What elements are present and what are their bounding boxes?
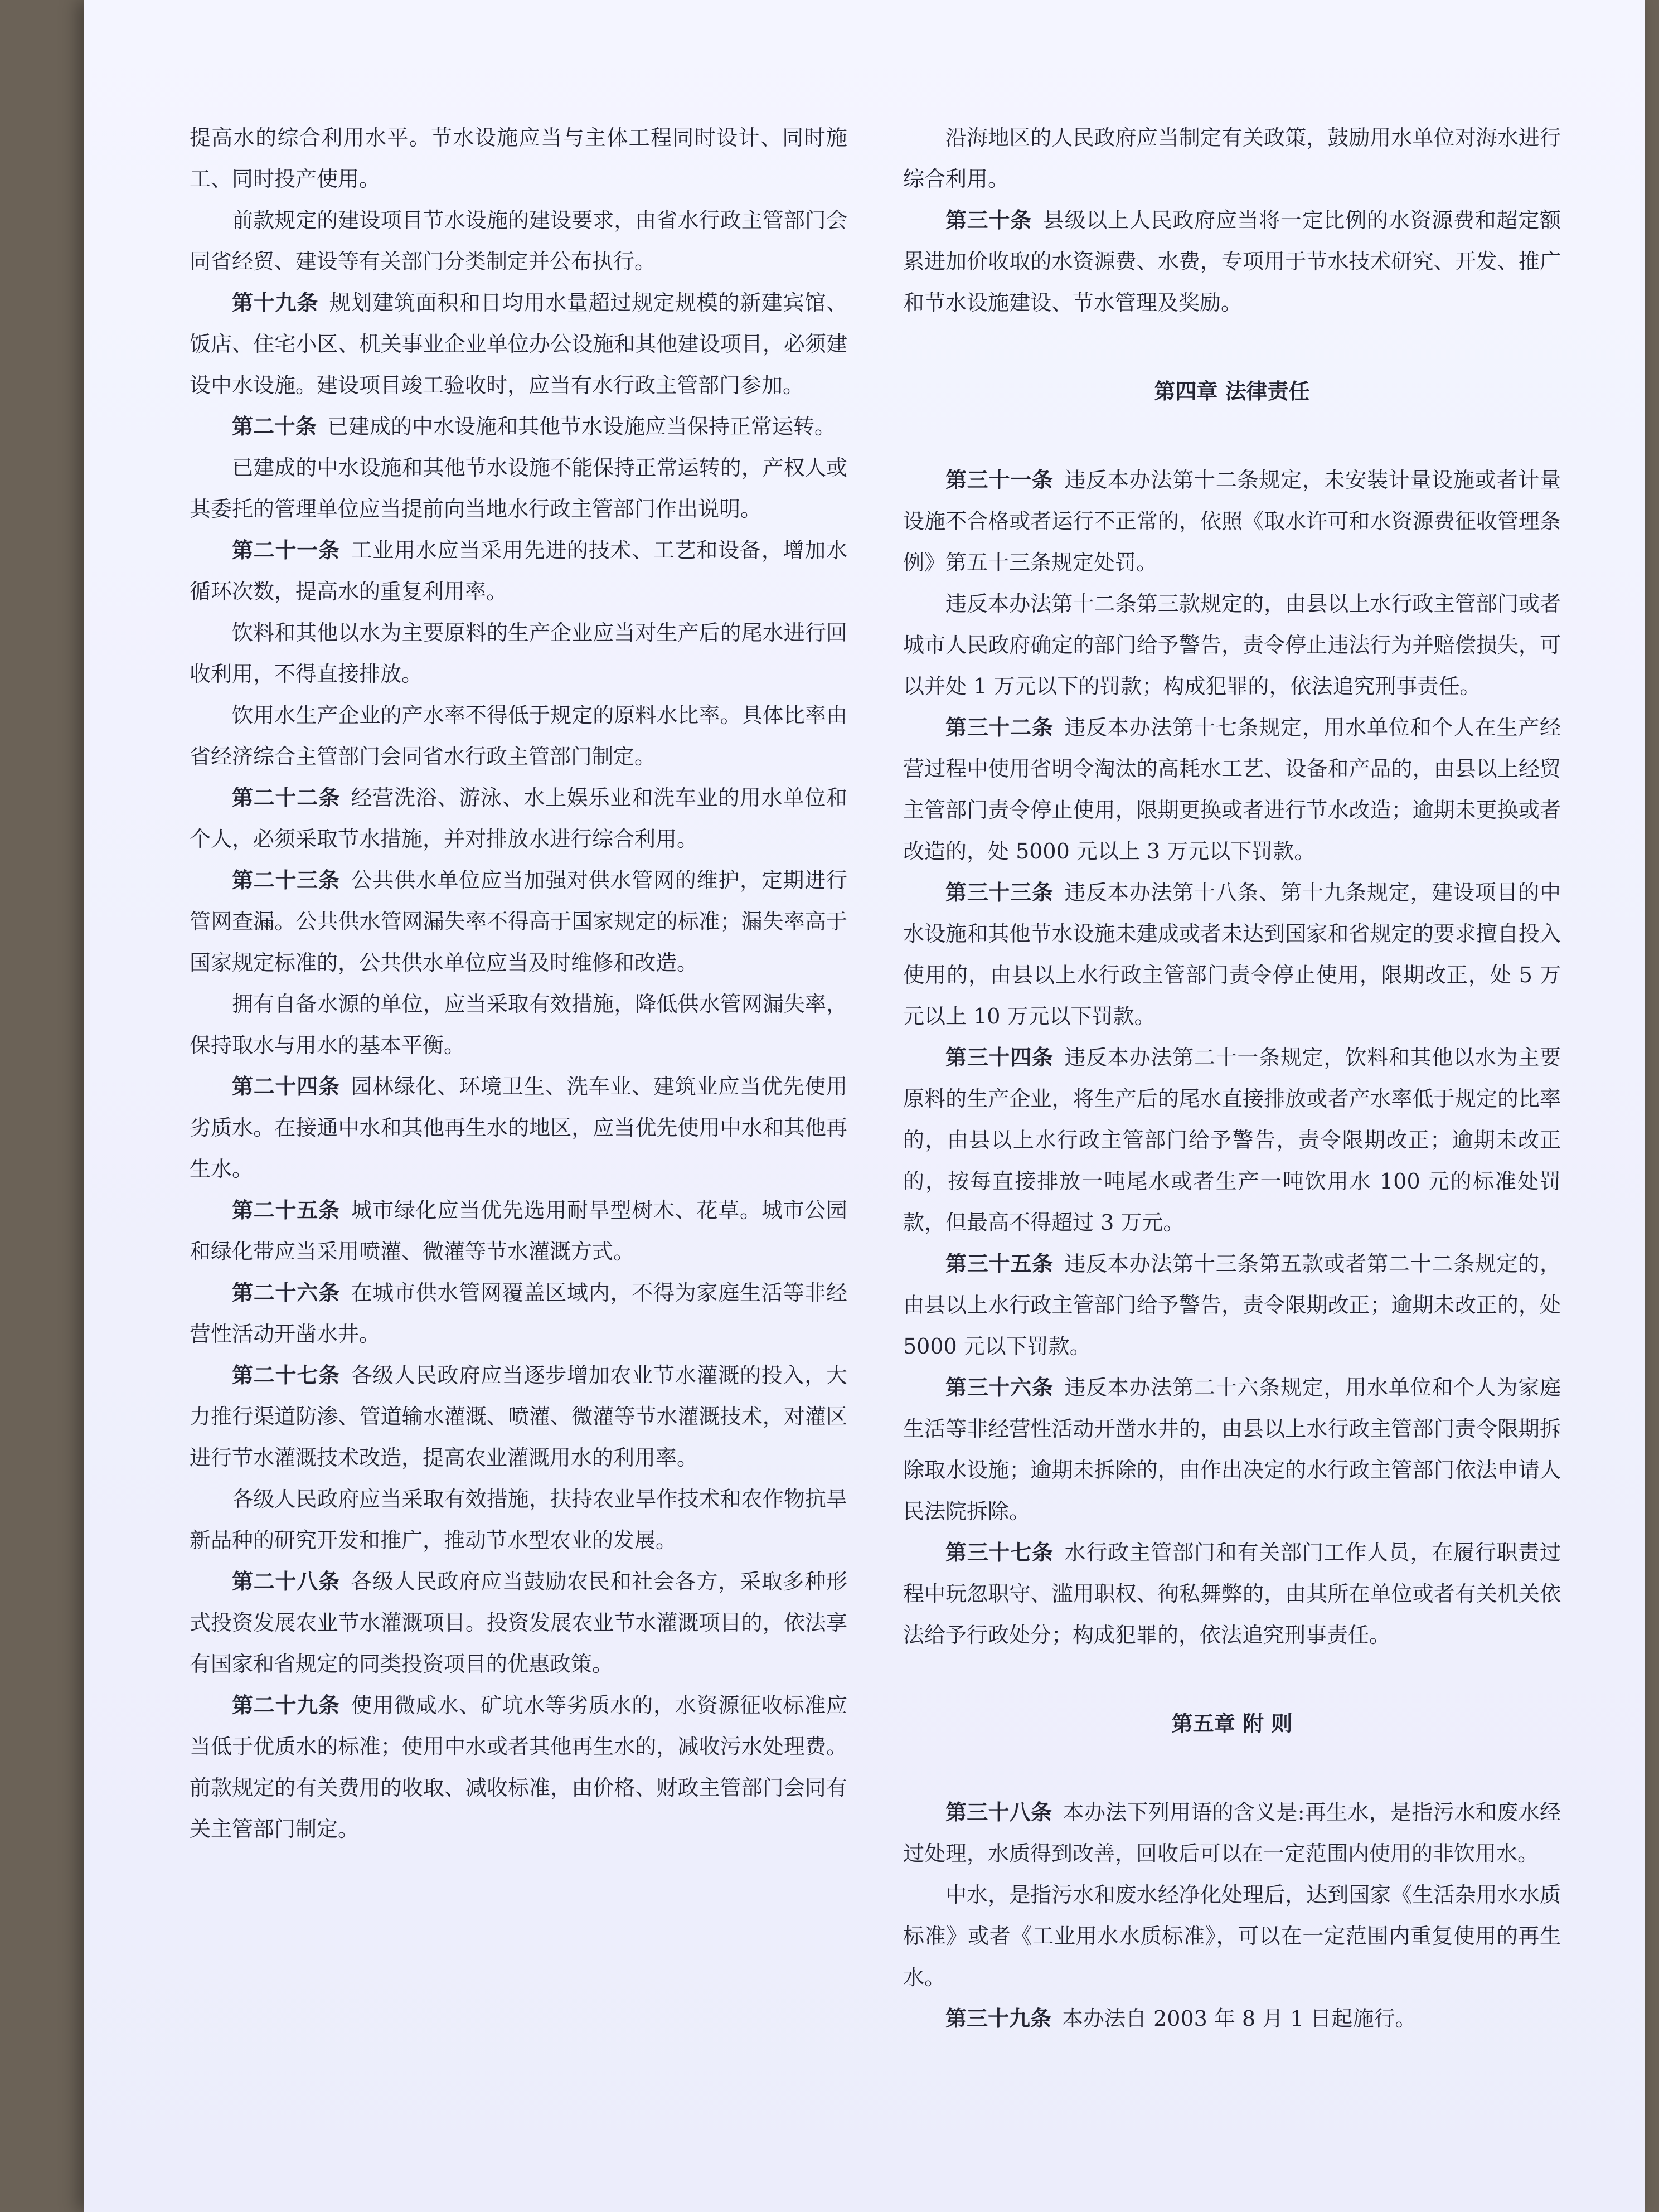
paragraph <box>190 1066 847 1190</box>
paragraph <box>903 200 1561 323</box>
paragraph <box>190 530 847 612</box>
chapter-heading: 第五章 附 则 <box>1171 1711 1293 1736</box>
paragraph-text: 园林绿化、环境卫生、洗车业、建筑业应当优先使用劣质水。在接通中水和其他再生水的地区，应当优先使用中水和其他再生水。 <box>190 1074 847 1181</box>
paragraph <box>190 447 847 530</box>
paragraph-text: 拥有自备水源的单位，应当采取有效措施，降低供水管网漏失率，保持取水与用水的基本平衡。 <box>190 992 847 1058</box>
paragraph-text: 本办法下列用语的含义是:再生水，是指污水和废水经过处理，水质得到改善，回收后可以在一定范围内使用的非饮用水。 <box>903 1800 1561 1866</box>
paragraph <box>903 459 1561 583</box>
paragraph <box>190 1478 847 1561</box>
paragraph <box>190 117 847 200</box>
paragraph-text: 已建成的中水设施和其他节水设施不能保持正常运转的，产权人或其委托的管理单位应当提前向当地水行政主管部门作出说明。 <box>190 455 847 521</box>
paragraph <box>190 695 847 777</box>
paragraph-text: 提高水的综合利用水平。节水设施应当与主体工程同时设计、同时施工、同时投产使用。 <box>190 125 847 191</box>
article-number: 第三十五条 <box>945 1251 1054 1276</box>
article-number: 第三十九条 <box>945 2006 1052 2031</box>
article-number: 第三十六条 <box>945 1375 1054 1400</box>
paragraph <box>190 1272 847 1355</box>
paragraph-text: 违反本办法第十三条第五款或者第二十二条规定的，由县以上水行政主管部门给予警告，责令限期改正；逾期未改正的，处 5000 元以下罚款。 <box>903 1251 1561 1359</box>
paragraph <box>903 872 1561 1037</box>
paragraph <box>903 1998 1561 2039</box>
paragraph-text: 县级以上人民政府应当将一定比例的水资源费和超定额累进加价收取的水资源费、水费，专项用于节水技术研究、开发、推广和节水设施建设、节水管理及奖励。 <box>903 208 1561 315</box>
paragraph <box>903 1243 1561 1367</box>
article-number: 第二十条 <box>232 414 317 439</box>
article-number: 第三十条 <box>945 208 1032 232</box>
paragraph <box>190 777 847 860</box>
paragraph <box>903 707 1561 872</box>
paragraph <box>190 1685 847 1850</box>
paragraph <box>903 583 1561 707</box>
paragraph-text: 前款规定的建设项目节水设施的建设要求，由省水行政主管部门会同省经贸、建设等有关部门分类制定并公布执行。 <box>190 208 847 274</box>
left-column <box>190 117 847 1850</box>
article-number: 第三十二条 <box>945 715 1054 740</box>
paragraph-text: 已建成的中水设施和其他节水设施应当保持正常运转。 <box>327 414 836 439</box>
right-column <box>903 117 1561 2039</box>
paragraph <box>190 1190 847 1272</box>
article-number: 第三十三条 <box>945 880 1054 905</box>
paragraph <box>190 200 847 282</box>
paragraph-text: 使用微咸水、矿坑水等劣质水的，水资源征收标准应当低于优质水的标准；使用中水或者其他再生水的，减收污水处理费。前款规定的有关费用的收取、减收标准，由价格、财政主管部门会同有关主管部门制定。 <box>190 1693 847 1841</box>
article-number: 第二十六条 <box>232 1280 340 1305</box>
article-number: 第二十二条 <box>232 785 340 810</box>
document-page <box>84 0 1645 2212</box>
paragraph <box>903 1367 1561 1532</box>
paragraph-text: 违反本办法第二十一条规定，饮料和其他以水为主要原料的生产企业，将生产后的尾水直接排放或者产水率低于规定的比率的，由县以上水行政主管部门给予警告，责令限期改正；逾期未改正的，按每直接排放一吨尾水或者生产一吨饮用水 100 元的标准处罚款，但最高不得超过 3 万元。 <box>903 1045 1561 1235</box>
paragraph-text: 违反本办法第十二条规定，未安装计量设施或者计量设施不合格或者运行不正常的，依照《取水许可和水资源费征收管理条例》第五十三条规定处罚。 <box>903 468 1561 575</box>
article-number: 第十九条 <box>232 290 318 315</box>
article-number: 第二十一条 <box>232 538 340 562</box>
article-number: 第二十七条 <box>232 1363 340 1388</box>
chapter-heading: 第四章 法律责任 <box>1154 379 1310 404</box>
article-number: 第三十四条 <box>945 1045 1054 1070</box>
paragraph-text: 各级人民政府应当鼓励农民和社会各方，采取多种形式投资发展农业节水灌溉项目。投资发展农业节水灌溉项目的，依法享有国家和省规定的同类投资项目的优惠政策。 <box>190 1569 847 1676</box>
article-number: 第二十四条 <box>232 1074 340 1099</box>
paragraph <box>190 282 847 406</box>
paragraph <box>903 1874 1561 1998</box>
paragraph-text: 在城市供水管网覆盖区域内，不得为家庭生活等非经营性活动开凿水井。 <box>190 1280 847 1346</box>
paragraph-text: 城市绿化应当优先选用耐旱型树木、花草。城市公园和绿化带应当采用喷灌、微灌等节水灌溉方式。 <box>190 1198 847 1264</box>
article-number: 第二十五条 <box>232 1198 340 1223</box>
paragraph <box>190 406 847 447</box>
paragraph <box>903 1792 1561 1874</box>
paragraph-text: 沿海地区的人民政府应当制定有关政策，鼓励用水单位对海水进行综合利用。 <box>903 125 1561 191</box>
article-number: 第二十三条 <box>232 868 340 892</box>
paragraph-text: 水行政主管部门和有关部门工作人员，在履行职责过程中玩忽职守、滥用职权、徇私舞弊的，由其所在单位或者有关机关依法给予行政处分；构成犯罪的，依法追究刑事责任。 <box>903 1540 1561 1647</box>
paragraph-text: 经营洗浴、游泳、水上娱乐业和洗车业的用水单位和个人，必须采取节水措施，并对排放水进行综合利用。 <box>190 785 847 851</box>
paragraph-text: 规划建筑面积和日均用水量超过规定规模的新建宾馆、饭店、住宅小区、机关事业企业单位办公设施和其他建设项目，必须建设中水设施。建设项目竣工验收时，应当有水行政主管部门参加。 <box>190 290 847 397</box>
paragraph-text: 本办法自 2003 年 8 月 1 日起施行。 <box>1062 2006 1417 2031</box>
paragraph <box>190 860 847 983</box>
paragraph-text: 各级人民政府应当采取有效措施，扶持农业旱作技术和农作物抗旱新品种的研究开发和推广，推动节水型农业的发展。 <box>190 1487 847 1553</box>
paragraph-text: 违反本办法第十八条、第十九条规定，建设项目的中水设施和其他节水设施未建成或者未达到国家和省规定的要求擅自投入使用的，由县以上水行政主管部门责令停止使用，限期改正，处 5 万元以上 10 万元以下罚款。 <box>903 880 1561 1029</box>
paragraph-text: 违反本办法第十七条规定，用水单位和个人在生产经营过程中使用省明令淘汰的高耗水工艺、设备和产品的，由县以上经贸主管部门责令停止使用，限期更换或者进行节水改造；逾期未更换或者改造的，处 5000 元以上 3 万元以下罚款。 <box>903 715 1561 864</box>
paragraph-text: 违反本办法第二十六条规定，用水单位和个人为家庭生活等非经营性活动开凿水井的，由县以上水行政主管部门责令限期拆除取水设施；逾期未拆除的，由作出决定的水行政主管部门依法申请人民法院拆除。 <box>903 1375 1561 1524</box>
article-number: 第三十七条 <box>945 1540 1054 1565</box>
paragraph <box>903 117 1561 200</box>
paragraph-text: 违反本办法第十二条第三款规定的，由县以上水行政主管部门或者城市人民政府确定的部门给予警告，责令停止违法行为并赔偿损失，可以并处 1 万元以下的罚款；构成犯罪的，依法追究刑事责任。 <box>903 591 1561 698</box>
paragraph <box>190 1355 847 1478</box>
paragraph-text: 公共供水单位应当加强对供水管网的维护，定期进行管网查漏。公共供水管网漏失率不得高于国家规定的标准；漏失率高于国家规定标准的，公共供水单位应当及时维修和改造。 <box>190 868 847 975</box>
paragraph <box>190 1561 847 1685</box>
paragraph <box>190 612 847 695</box>
article-number: 第三十一条 <box>945 468 1054 492</box>
paragraph <box>190 983 847 1066</box>
article-number: 第二十八条 <box>232 1569 340 1594</box>
article-number: 第三十八条 <box>945 1800 1052 1825</box>
paragraph-text: 饮料和其他以水为主要原料的生产企业应当对生产后的尾水进行回收利用，不得直接排放。 <box>190 620 847 686</box>
paragraph-text: 工业用水应当采用先进的技术、工艺和设备，增加水循环次数，提高水的重复利用率。 <box>190 538 847 604</box>
paragraph-text: 饮用水生产企业的产水率不得低于规定的原料水比率。具体比率由省经济综合主管部门会同省水行政主管部门制定。 <box>190 703 847 769</box>
paragraph-text: 中水，是指污水和废水经净化处理后，达到国家《生活杂用水水质标准》或者《工业用水水质标准》，可以在一定范围内重复使用的再生水。 <box>903 1883 1561 1990</box>
paragraph <box>903 1532 1561 1656</box>
article-number: 第二十九条 <box>232 1693 340 1718</box>
paragraph <box>903 1037 1561 1243</box>
paragraph-text: 各级人民政府应当逐步增加农业节水灌溉的投入，大力推行渠道防渗、管道输水灌溉、喷灌、微灌等节水灌溉技术，对灌区进行节水灌溉技术改造，提高农业灌溉用水的利用率。 <box>190 1363 847 1470</box>
